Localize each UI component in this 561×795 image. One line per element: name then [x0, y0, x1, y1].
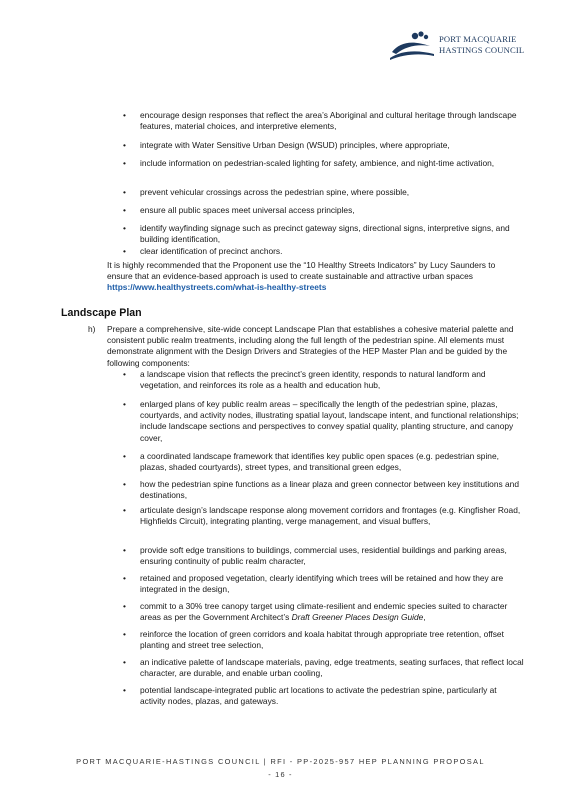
- logo-line-2: HASTINGS COUNCIL: [439, 44, 525, 55]
- bullet-icon: •: [123, 685, 126, 695]
- bullet-icon: •: [123, 369, 126, 379]
- bullet-icon: •: [123, 629, 126, 639]
- council-logo-text: [439, 34, 524, 55]
- list-item: • ensure all public spaces meet universal access principles,: [123, 205, 355, 215]
- bullet-icon: •: [123, 573, 126, 583]
- list-item: • enlarged plans of key public realm areas – specifically the length of the pedestrian spine, plazas, courtyards, and activity nodes, illustrating spatial layout, landscape intent, and functional relationships; include landscape sections and perspectives to convey spatial quality, planting structure, and canopy cover,: [123, 399, 519, 443]
- list-item: • reinforce the location of green corridors and koala habitat through appropriate tree retention, offset planting and street tree selection,: [123, 629, 504, 651]
- bullet-icon: •: [123, 158, 126, 168]
- bullet-icon: •: [123, 601, 126, 611]
- list-item: • prevent vehicular crossings across the pedestrian spine, where possible,: [123, 187, 410, 197]
- list-item: • integrate with Water Sensitive Urban Design (WSUD) principles, where appropriate,: [123, 140, 450, 150]
- list-item: • clear identification of precinct anchors.: [123, 246, 283, 256]
- council-emblem-icon: [390, 30, 436, 62]
- page-footer: PORT MACQUARIE-HASTINGS COUNCIL | RFI - PP-2025-957 HEP PLANNING PROPOSAL: [76, 757, 485, 766]
- bullet-icon: •: [123, 399, 126, 409]
- bullet-icon: •: [123, 187, 126, 197]
- bullet-icon: •: [123, 545, 126, 555]
- list-item: • a coordinated landscape framework that identifies key public open spaces (e.g. pedestrian spine, plazas, shaded courtyards), street types, and transitional green edges,: [123, 451, 499, 473]
- bullet-icon: •: [123, 451, 126, 461]
- bullet-icon: •: [123, 657, 126, 667]
- item-label: h): [88, 324, 96, 334]
- list-item: • an indicative palette of landscape materials, paving, edge treatments, seating surfaces, that reflect local character, are durable, and enable urban cooling,: [123, 657, 524, 679]
- landscape-plan-paragraph: Prepare a comprehensive, site-wide concept Landscape Plan that establishes a cohesive material palette and consistent public realm treatments, including along the full length of the pedestrian spine. All elements must demonstrate alignment with the Design Drivers and Strategies of the HEP Master Plan and be guided by the following components:: [107, 324, 514, 368]
- healthy-streets-link[interactable]: https://www.healthystreets.com/what-is-healthy-streets: [107, 282, 327, 293]
- list-item: • provide soft edge transitions to buildings, commercial uses, residential buildings and parking areas, ensuring continuity of public realm character,: [123, 545, 507, 567]
- section-heading: Landscape Plan: [61, 307, 142, 319]
- list-item: • how the pedestrian spine functions as a linear plaza and green connector between key institutions and destinations,: [123, 479, 519, 501]
- bullet-icon: •: [123, 110, 126, 120]
- guide-title: Draft Greener Places Design Guide: [291, 612, 424, 623]
- bullet-icon: •: [123, 223, 126, 233]
- bullet-icon: •: [123, 140, 126, 150]
- list-item: • retained and proposed vegetation, clearly identifying which trees will be retained and how they are integrated in the design,: [123, 573, 504, 595]
- bullet-icon: •: [123, 246, 126, 256]
- recommendation-paragraph: It is highly recommended that the Proponent use the “10 Healthy Streets Indicators” by Lucy Saunders to ensure that an evidence-based approach is used to create sustainable and attractive urban spaces https://www.healthystreets.com/what-is-healthy-streets: [107, 260, 496, 293]
- list-item: • articulate design’s landscape response along movement corridors and frontages (e.g. Kingfisher Road, Highfields Circuit), integrating planting, verge management, and visual buffers,: [123, 505, 521, 527]
- list-item: • encourage design responses that reflect the area’s Aboriginal and cultural heritage through landscape features, material choices, and interpretive elements,: [123, 110, 517, 132]
- page-number: - 16 -: [268, 770, 293, 779]
- list-item: • identify wayfinding signage such as precinct gateway signs, directional signs, interpretive signs, and building identification,: [123, 223, 510, 245]
- bullet-icon: •: [123, 479, 126, 489]
- list-item: • a landscape vision that reflects the precinct’s green identity, responds to natural landform and vegetation, and reinforces its role as a health and education hub,: [123, 369, 486, 391]
- list-item: • commit to a 30% tree canopy target using climate-resilient and endemic species suited to character areas as per the Government Architect’s Draft Greener Places Design Guide,: [123, 601, 508, 623]
- council-logo: [390, 30, 540, 62]
- list-item: • include information on pedestrian-scaled lighting for safety, ambience, and night-time activation,: [123, 158, 495, 168]
- list-item: • potential landscape-integrated public art locations to activate the pedestrian spine, particularly at activity nodes, plazas, and gateways.: [123, 685, 497, 707]
- bullet-icon: •: [123, 205, 126, 215]
- bullet-icon: •: [123, 505, 126, 515]
- logo-line-1: PORT MACQUARIE: [439, 34, 517, 44]
